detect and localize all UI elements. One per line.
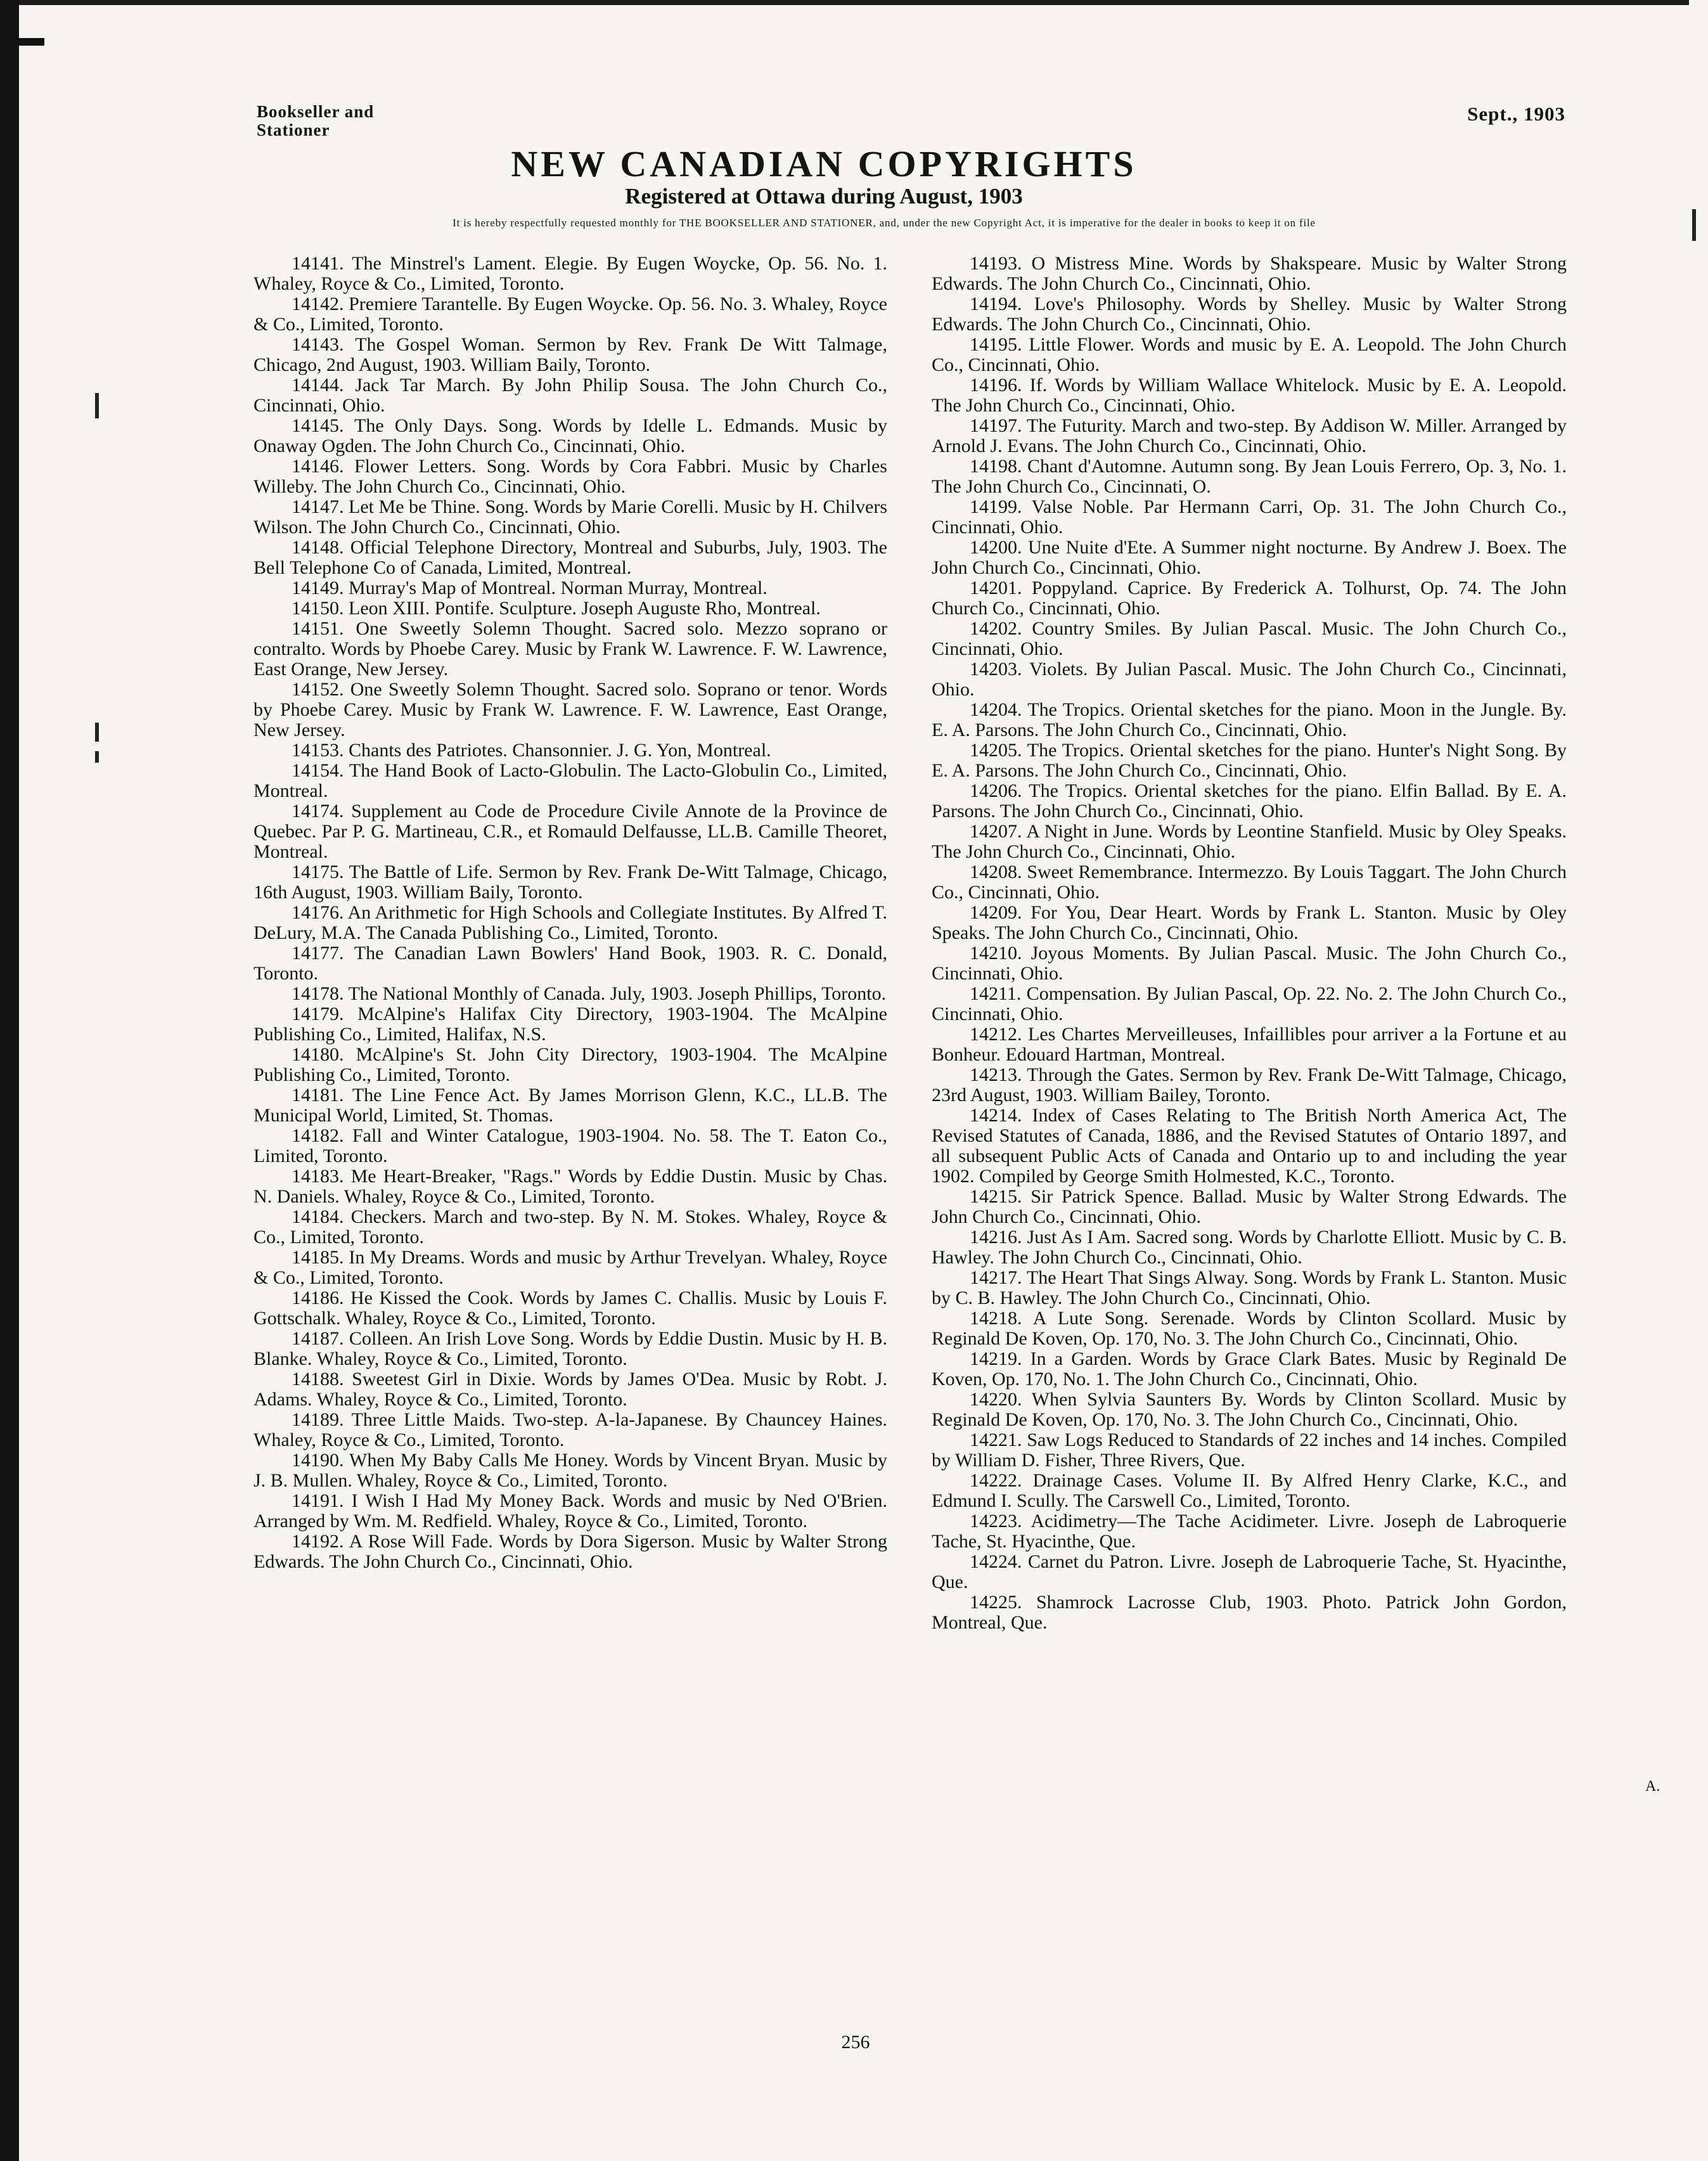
copyright-entry: 14222. Drainage Cases. Volume II. By Alfred Henry Clarke, K.C., and Edmund I. Scully. The Carswell Co., Limited, Toronto. — [932, 1470, 1567, 1511]
copyright-entry: 14217. The Heart That Sings Alway. Song. Words by Frank L. Stanton. Music by C. B. Hawley. The John Church Co., Cincinnati, Ohio. — [932, 1267, 1567, 1308]
copyright-entry: 14212. Les Chartes Merveilleuses, Infaillibles pour arriver a la Fortune et au Bonheur. Edouard Hartman, Montreal. — [932, 1024, 1567, 1065]
copyright-entry: 14176. An Arithmetic for High Schools and Collegiate Institutes. By Alfred T. DeLury, M.A. The Canada Publishing Co., Limited, Toronto. — [254, 902, 887, 943]
copyright-entry: 14180. McAlpine's St. John City Directory, 1903-1904. The McAlpine Publishing Co., Limited, Toronto. — [254, 1044, 887, 1085]
issue-date: Sept., 1903 — [1467, 103, 1565, 125]
copyright-entry: 14147. Let Me be Thine. Song. Words by Marie Corelli. Music by H. Chilvers Wilson. The John Church Co., Cincinnati, Ohio. — [254, 496, 887, 538]
scan-top-rule — [19, 0, 1689, 5]
copyright-entry: 14185. In My Dreams. Words and music by Arthur Trevelyan. Whaley, Royce & Co., Limited, Toronto. — [254, 1247, 887, 1288]
page-number: 256 — [841, 2032, 870, 2053]
copyright-entry: 14195. Little Flower. Words and music by E. A. Leopold. The John Church Co., Cincinnati, Ohio. — [932, 334, 1567, 375]
copyright-entry: 14178. The National Monthly of Canada. July, 1903. Joseph Phillips, Toronto. — [292, 983, 887, 1004]
stray-mark: A. — [1645, 1778, 1660, 1795]
copyright-entry: 14204. The Tropics. Oriental sketches for the piano. Moon in the Jungle. By. E. A. Parsons. The John Church Co., Cincinnati, Ohio. — [932, 699, 1567, 740]
copyright-entry: 14192. A Rose Will Fade. Words by Dora Sigerson. Music by Walter Strong Edwards. The John Church Co., Cincinnati, Ohio. — [254, 1531, 887, 1572]
copyright-entry: 14209. For You, Dear Heart. Words by Frank L. Stanton. Music by Oley Speaks. The John Church Co., Cincinnati, Ohio. — [932, 902, 1567, 943]
filing-notice: It is hereby respectfully requested monthly for THE BOOKSELLER AND STATIONER, and, under the new Copyright Act, it is imperative for the dealer in books to keep it on file — [453, 217, 1316, 229]
copyright-entry: 14182. Fall and Winter Catalogue, 1903-1904. No. 58. The T. Eaton Co., Limited, Toronto. — [254, 1125, 887, 1166]
copyright-entry: 14218. A Lute Song. Serenade. Words by Clinton Scollard. Music by Reginald De Koven, Op. 170, No. 3. The John Church Co., Cincinnati, Ohio. — [932, 1308, 1567, 1349]
copyright-entry: 14198. Chant d'Automne. Autumn song. By Jean Louis Ferrero, Op. 3, No. 1. The John Church Co., Cincinnati, O. — [932, 456, 1567, 497]
copyright-entry: 14210. Joyous Moments. By Julian Pascal. Music. The John Church Co., Cincinnati, Ohio. — [932, 943, 1567, 984]
copyright-entry: 14202. Country Smiles. By Julian Pascal. Music. The John Church Co., Cincinnati, Ohio. — [932, 618, 1567, 659]
copyright-entry: 14207. A Night in June. Words by Leontine Stanfield. Music by Oley Speaks. The John Church Co., Cincinnati, Ohio. — [932, 821, 1567, 862]
copyright-entry: 14152. One Sweetly Solemn Thought. Sacred solo. Soprano or tenor. Words by Phoebe Carey. Music by Frank W. Lawrence. F. W. Lawrence, East Orange, New Jersey. — [254, 679, 887, 740]
copyright-entry: 14142. Premiere Tarantelle. By Eugen Woycke. Op. 56. No. 3. Whaley, Royce & Co., Limited, Toronto. — [254, 294, 887, 335]
copyright-entry: 14149. Murray's Map of Montreal. Norman Murray, Montreal. — [292, 577, 767, 598]
margin-mark — [1692, 209, 1696, 241]
copyright-entry: 14143. The Gospel Woman. Sermon by Rev. Frank De Witt Talmage, Chicago, 2nd August, 1903. William Baily, Toronto. — [254, 334, 887, 375]
copyright-entry: 14206. The Tropics. Oriental sketches for the piano. Elfin Ballad. By E. A. Parsons. The John Church Co., Cincinnati, Ohio. — [932, 780, 1567, 822]
publication-line-1: Bookseller and — [257, 102, 375, 121]
copyright-entry: 14215. Sir Patrick Spence. Ballad. Music by Walter Strong Edwards. The John Church Co., Cincinnati, Ohio. — [932, 1186, 1567, 1227]
publication-name — [257, 103, 374, 139]
copyright-entry: 14194. Love's Philosophy. Words by Shelley. Music by Walter Strong Edwards. The John Church Co., Cincinnati, Ohio. — [932, 294, 1567, 335]
copyright-entry: 14145. The Only Days. Song. Words by Idelle L. Edmands. Music by Onaway Ogden. The John Church Co., Cincinnati, Ohio. — [254, 415, 887, 456]
scan-left-edge — [0, 0, 19, 2161]
copyright-entry: 14220. When Sylvia Saunters By. Words by Clinton Scollard. Music by Reginald De Koven, Op. 170, No. 3. The John Church Co., Cincinnati, Ohio. — [932, 1389, 1567, 1430]
copyright-entry: 14184. Checkers. March and two-step. By N. M. Stokes. Whaley, Royce & Co., Limited, Toronto. — [254, 1206, 887, 1248]
copyright-entry: 14200. Une Nuite d'Ete. A Summer night nocturne. By Andrew J. Boex. The John Church Co., Cincinnati, Ohio. — [932, 537, 1567, 578]
left-column — [254, 254, 887, 2029]
copyright-entry: 14214. Index of Cases Relating to The British North America Act, The Revised Statutes of Canada, 1886, and the Revised Statutes of Ontario 1897, and all subsequent Public Acts of Canada and Ontario up to and including the year 1902. Compiled by George Smith Holmested, K.C., Toronto. — [932, 1105, 1567, 1187]
copyright-entry: 14213. Through the Gates. Sermon by Rev. Frank De-Witt Talmage, Chicago, 23rd August, 1903. William Bailey, Toronto. — [932, 1064, 1567, 1106]
copyright-entry: 14190. When My Baby Calls Me Honey. Words by Vincent Bryan. Music by J. B. Mullen. Whaley, Royce & Co., Limited, Toronto. — [254, 1450, 887, 1491]
copyright-entry: 14208. Sweet Remembrance. Intermezzo. By Louis Taggart. The John Church Co., Cincinnati, Ohio. — [932, 861, 1567, 903]
right-column — [932, 254, 1567, 2029]
copyright-entry: 14153. Chants des Patriotes. Chansonnier. J. G. Yon, Montreal. — [292, 740, 771, 761]
copyright-entry: 14150. Leon XIII. Pontife. Sculpture. Joseph Auguste Rho, Montreal. — [292, 598, 821, 619]
copyright-entry: 14183. Me Heart-Breaker, "Rags." Words by Eddie Dustin. Music by Chas. N. Daniels. Whaley, Royce & Co., Limited, Toronto. — [254, 1166, 887, 1207]
copyright-entry: 14193. O Mistress Mine. Words by Shakspeare. Music by Walter Strong Edwards. The John Church Co., Cincinnati, Ohio. — [932, 254, 1567, 294]
copyright-entry: 14146. Flower Letters. Song. Words by Cora Fabbri. Music by Charles Willeby. The John Church Co., Cincinnati, Ohio. — [254, 456, 887, 497]
copyright-entry: 14141. The Minstrel's Lament. Elegie. By Eugen Woycke, Op. 56. No. 1. Whaley, Royce & Co., Limited, Toronto. — [254, 254, 887, 294]
margin-mark — [95, 751, 99, 763]
copyright-entry: 14154. The Hand Book of Lacto-Globulin. The Lacto-Globulin Co., Limited, Montreal. — [254, 760, 887, 801]
copyright-entry: 14216. Just As I Am. Sacred song. Words by Charlotte Elliott. Music by C. B. Hawley. The John Church Co., Cincinnati, Ohio. — [932, 1227, 1567, 1268]
page-title: NEW CANADIAN COPYRIGHTS — [511, 143, 1137, 184]
scan-edge-notch — [19, 38, 44, 46]
copyright-entry: 14174. Supplement au Code de Procedure Civile Annote de la Province de Quebec. Par P. G. Martineau, C.R., et Romauld Delfausse, LL.B. Camille Theoret, Montreal. — [254, 801, 887, 862]
copyright-entry: 14221. Saw Logs Reduced to Standards of 22 inches and 14 inches. Compiled by William D. Fisher, Three Rivers, Que. — [932, 1429, 1567, 1471]
copyright-entry: 14148. Official Telephone Directory, Montreal and Suburbs, July, 1903. The Bell Telephone Co of Canada, Limited, Montreal. — [254, 537, 887, 578]
copyright-entry: 14211. Compensation. By Julian Pascal, Op. 22. No. 2. The John Church Co., Cincinnati, Ohio. — [932, 983, 1567, 1024]
copyright-entry: 14175. The Battle of Life. Sermon by Rev. Frank De-Witt Talmage, Chicago, 16th August, 1903. William Baily, Toronto. — [254, 861, 887, 903]
copyright-entry: 14186. He Kissed the Cook. Words by James C. Challis. Music by Louis F. Gottschalk. Whaley, Royce & Co., Limited, Toronto. — [254, 1287, 887, 1329]
copyright-entry: 14191. I Wish I Had My Money Back. Words and music by Ned O'Brien. Arranged by Wm. M. Redfield. Whaley, Royce & Co., Limited, Toronto. — [254, 1490, 887, 1532]
copyright-entry: 14224. Carnet du Patron. Livre. Joseph de Labroquerie Tache, St. Hyacinthe, Que. — [932, 1551, 1567, 1592]
copyright-entry: 14187. Colleen. An Irish Love Song. Words by Eddie Dustin. Music by H. B. Blanke. Whaley, Royce & Co., Limited, Toronto. — [254, 1328, 887, 1369]
copyright-entry: 14196. If. Words by William Wallace Whitelock. Music by E. A. Leopold. The John Church Co., Cincinnati, Ohio. — [932, 375, 1567, 416]
copyright-entry: 14223. Acidimetry—The Tache Acidimeter. Livre. Joseph de Labroquerie Tache, St. Hyacinthe, Que. — [932, 1511, 1567, 1552]
copyright-entry: 14189. Three Little Maids. Two-step. A-la-Japanese. By Chauncey Haines. Whaley, Royce & Co., Limited, Toronto. — [254, 1409, 887, 1450]
copyright-entry: 14199. Valse Noble. Par Hermann Carri, Op. 31. The John Church Co., Cincinnati, Ohio. — [932, 496, 1567, 538]
margin-mark — [95, 393, 99, 418]
margin-mark — [95, 723, 99, 742]
copyright-entry: 14188. Sweetest Girl in Dixie. Words by James O'Dea. Music by Robt. J. Adams. Whaley, Royce & Co., Limited, Toronto. — [254, 1369, 887, 1410]
publication-line-2: Stationer — [257, 120, 330, 139]
copyright-entry: 14203. Violets. By Julian Pascal. Music. The John Church Co., Cincinnati, Ohio. — [932, 659, 1567, 700]
copyright-entry: 14201. Poppyland. Caprice. By Frederick A. Tolhurst, Op. 74. The John Church Co., Cincinnati, Ohio. — [932, 577, 1567, 619]
copyright-entry: 14181. The Line Fence Act. By James Morrison Glenn, K.C., LL.B. The Municipal World, Limited, St. Thomas. — [254, 1085, 887, 1126]
copyright-entry: 14179. McAlpine's Halifax City Directory, 1903-1904. The McAlpine Publishing Co., Limited, Halifax, N.S. — [254, 1003, 887, 1045]
copyright-entry: 14144. Jack Tar March. By John Philip Sousa. The John Church Co., Cincinnati, Ohio. — [254, 375, 887, 416]
copyright-entry: 14197. The Futurity. March and two-step. By Addison W. Miller. Arranged by Arnold J. Evans. The John Church Co., Cincinnati, Ohio. — [932, 415, 1567, 456]
copyright-entry: 14219. In a Garden. Words by Grace Clark Bates. Music by Reginald De Koven, Op. 170, No. 1. The John Church Co., Cincinnati, Ohio. — [932, 1348, 1567, 1390]
copyright-entry: 14205. The Tropics. Oriental sketches for the piano. Hunter's Night Song. By E. A. Parsons. The John Church Co., Cincinnati, Ohio. — [932, 740, 1567, 781]
copyright-entry: 14177. The Canadian Lawn Bowlers' Hand Book, 1903. R. C. Donald, Toronto. — [254, 943, 887, 984]
copyright-entry: 14151. One Sweetly Solemn Thought. Sacred solo. Mezzo soprano or contralto. Words by Phoebe Carey. Music by Frank W. Lawrence. F. W. Lawrence, East Orange, New Jersey. — [254, 618, 887, 680]
page-subtitle: Registered at Ottawa during August, 1903 — [625, 184, 1023, 209]
copyright-entry: 14225. Shamrock Lacrosse Club, 1903. Photo. Patrick John Gordon, Montreal, Que. — [932, 1592, 1567, 1633]
